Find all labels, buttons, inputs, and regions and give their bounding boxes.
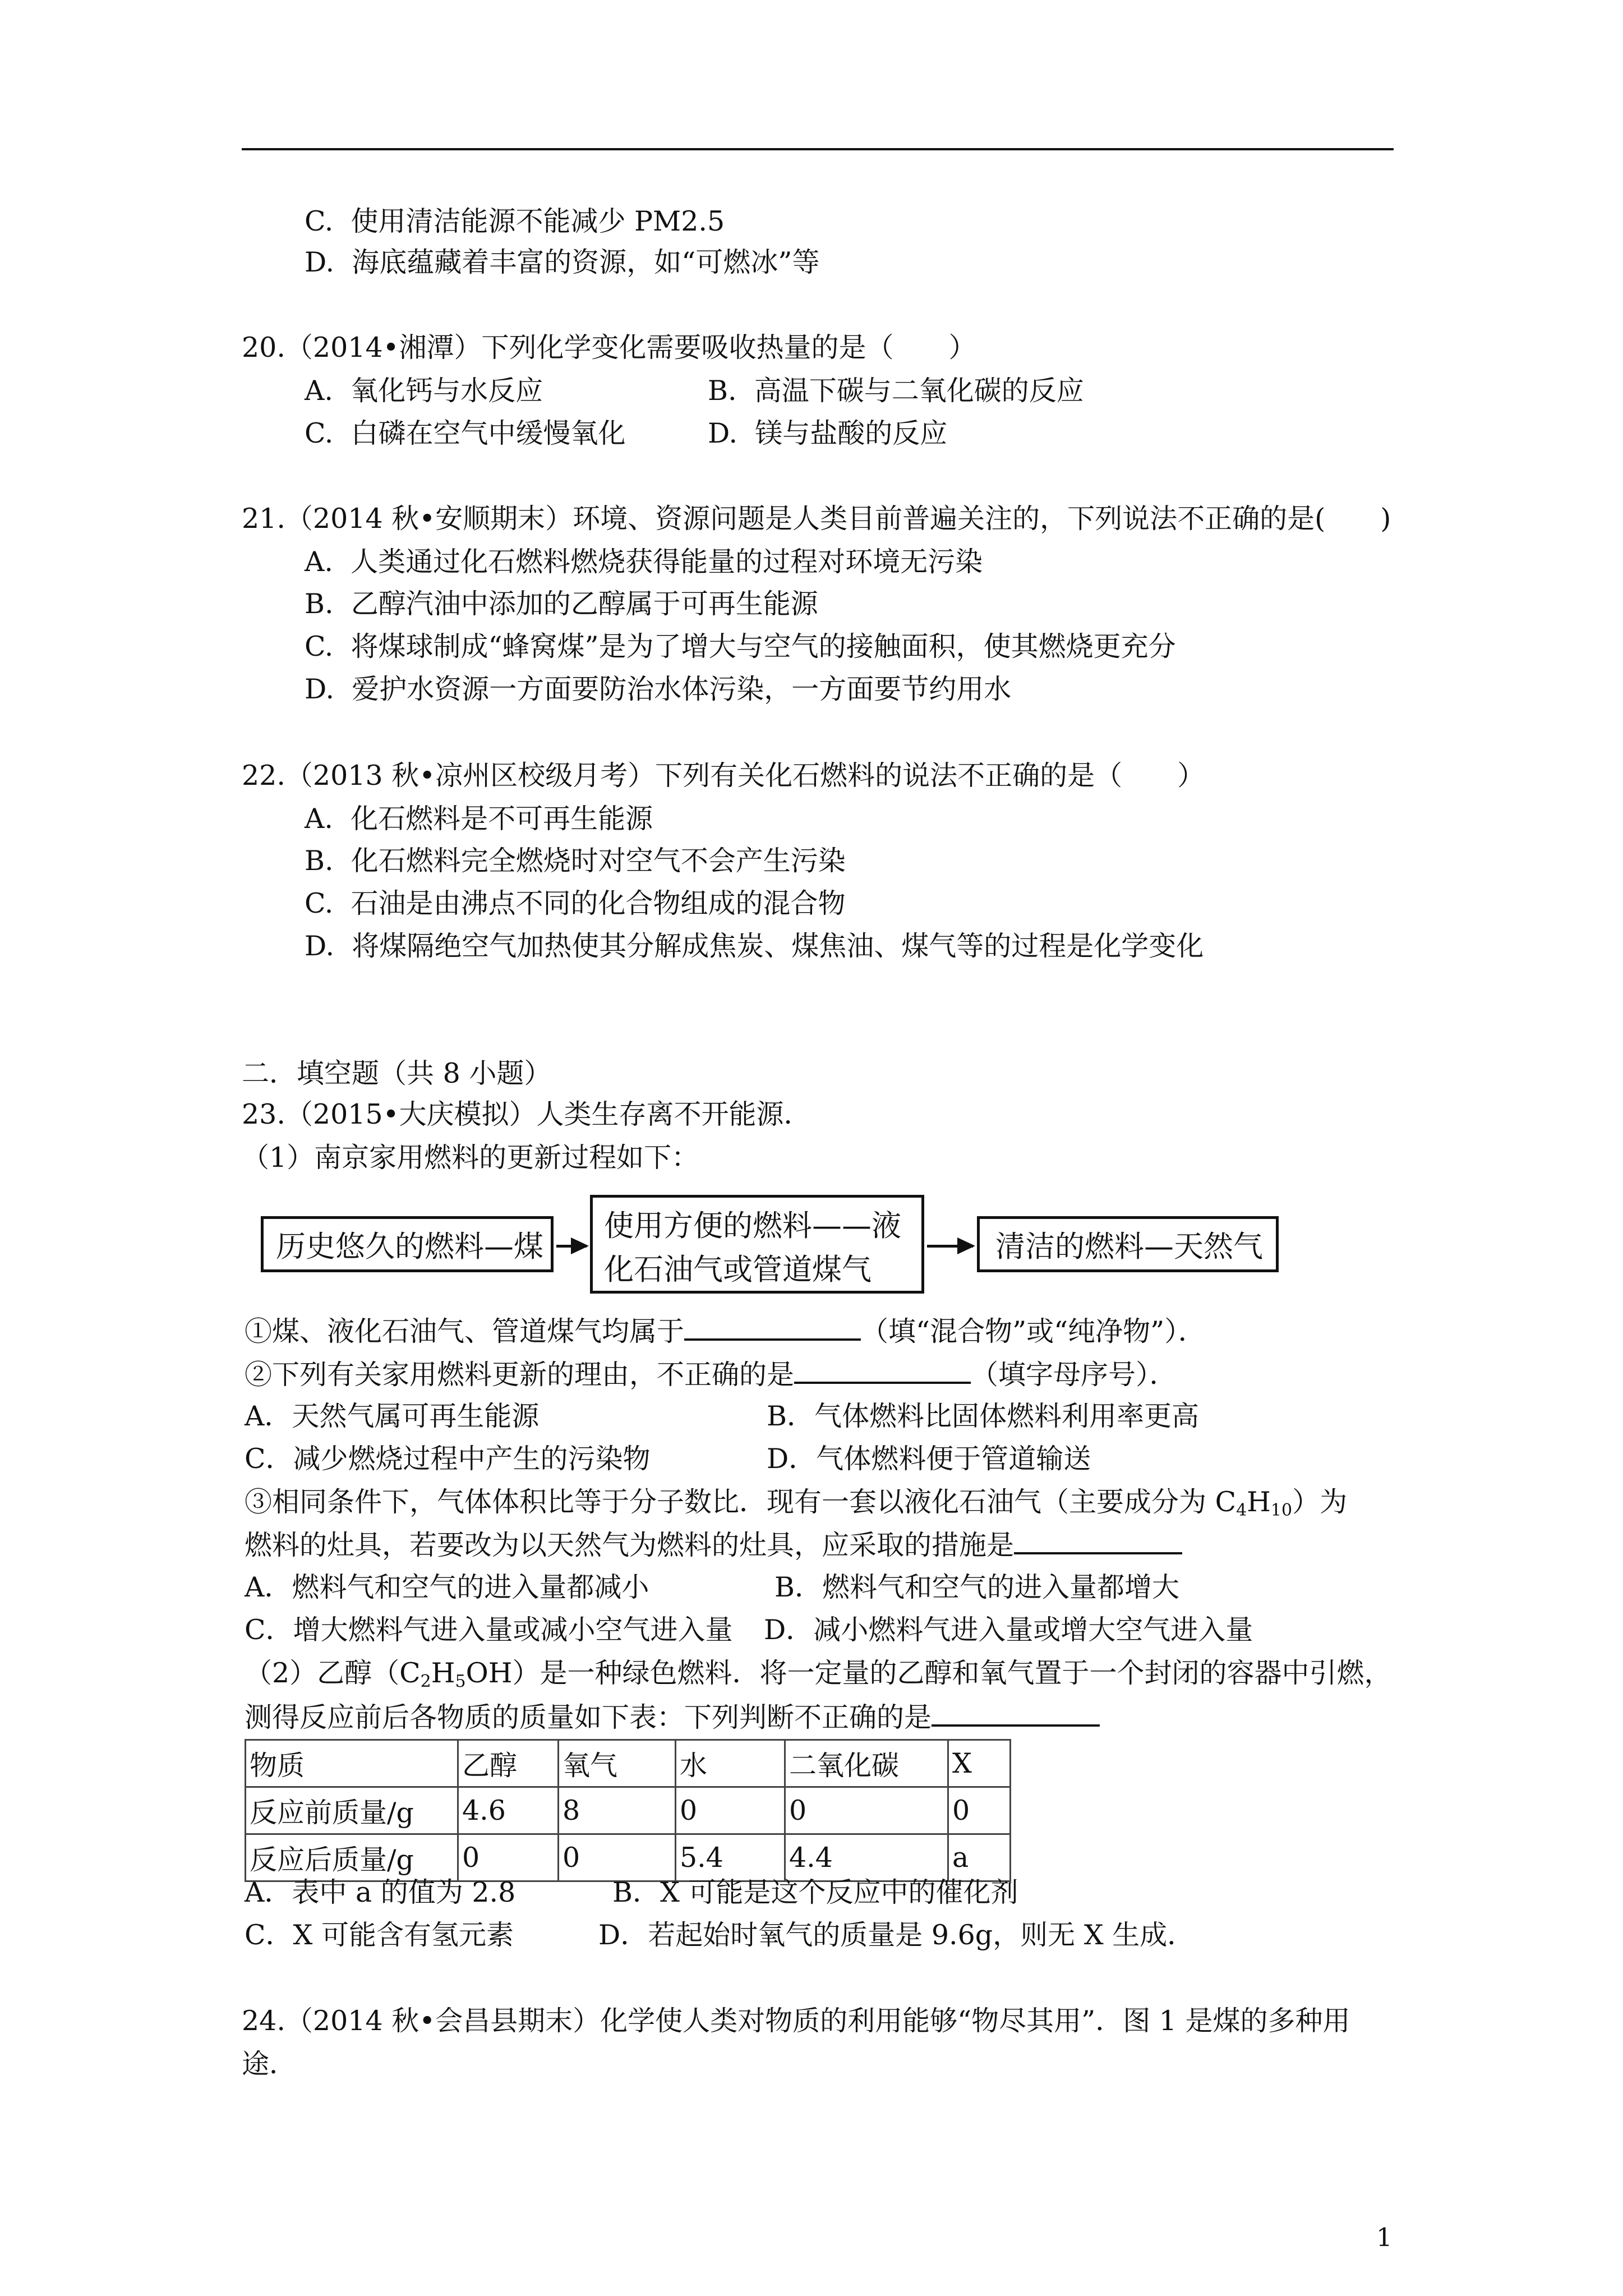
q21-stem: 21.（2014 秋•安顺期末）环境、资源问题是人类目前普遍关注的，下列说法不正确的是( ) bbox=[242, 503, 1391, 535]
q23-s3-option-a: A．燃料气和空气的进入量都减小 bbox=[245, 1571, 649, 1603]
table-cell: 反应前质量/g bbox=[246, 1787, 458, 1834]
q23-p2-option-a: A．表中 a 的值为 2.8 bbox=[245, 1876, 516, 1908]
flow-box-natural-gas bbox=[977, 1216, 1279, 1272]
table-cell: 8 bbox=[559, 1787, 676, 1834]
q22-option-c: C. 石油是由沸点不同的化合物组成的混合物 bbox=[305, 887, 846, 919]
table-cell: 0 bbox=[948, 1787, 1011, 1834]
q22-option-b: B. 化石燃料完全燃烧时对空气不会产生污染 bbox=[305, 845, 846, 877]
q23-p2-text-b: OH）是一种绿色燃料．将一定量的乙醇和氧气置于一个封闭的容器中引燃， bbox=[465, 1657, 1392, 1689]
q23-s2 bbox=[245, 1357, 1177, 1392]
answer-blank-2[interactable] bbox=[794, 1357, 971, 1384]
q23-s3-line2 bbox=[245, 1527, 1182, 1562]
q23-s1 bbox=[245, 1314, 1206, 1349]
q23-p2-option-b: B．X 可能是这个反应中的催化剂 bbox=[612, 1876, 1018, 1908]
table-header-cell: X bbox=[948, 1740, 1011, 1787]
q20-option-a: A. 氧化钙与水反应 bbox=[305, 375, 543, 407]
table-cell: 4.4 bbox=[785, 1834, 948, 1881]
q20-stem: 20.（2014•湘潭）下列化学变化需要吸收热量的是（ ） bbox=[242, 332, 976, 364]
flow-box-lpg-line2: 化石油气或管道煤气 bbox=[604, 1253, 872, 1287]
q23-s3-text-b: ）为 bbox=[1292, 1486, 1348, 1518]
q22-stem: 22.（2013 秋•凉州区校级月考）下列有关化石燃料的说法不正确的是（ ） bbox=[242, 760, 1205, 792]
q20-option-d: D. 镁与盐酸的反应 bbox=[708, 417, 948, 449]
table-header-cell: 水 bbox=[676, 1740, 785, 1787]
q24-line2: 途． bbox=[242, 2048, 297, 2080]
flow-arrow-1 bbox=[556, 1245, 587, 1248]
q23-s3-option-b: B．燃料气和空气的进入量都增大 bbox=[774, 1571, 1180, 1603]
flow-box-coal-label: 历史悠久的燃料—煤 bbox=[276, 1230, 543, 1264]
q22-option-d: D. 将煤隔绝空气加热使其分解成焦炭、煤焦油、煤气等的过程是化学变化 bbox=[305, 930, 1204, 962]
q23-s3-text-a: ③相同条件下，气体体积比等于分子数比．现有一套以液化石油气（主要成分为 C bbox=[245, 1486, 1237, 1518]
q23-stem: 23.（2015•大庆模拟）人类生存离不开能源． bbox=[242, 1098, 811, 1130]
flow-arrow-2 bbox=[927, 1245, 973, 1248]
page-number: 1 bbox=[1376, 2223, 1393, 2252]
table-header-cell: 乙醇 bbox=[458, 1740, 559, 1787]
table-header-row bbox=[246, 1740, 1011, 1787]
q23-p2-sub-1: 2 bbox=[420, 1672, 431, 1691]
table-header-cell: 二氧化碳 bbox=[785, 1740, 948, 1787]
q23-s2-option-b: B．气体燃料比固体燃料利用率更高 bbox=[767, 1400, 1200, 1432]
table-cell: 5.4 bbox=[676, 1834, 785, 1881]
q23-s2-option-c: C．减少燃烧过程中产生的污染物 bbox=[245, 1443, 651, 1475]
q23-p2-text-mid: H bbox=[431, 1657, 455, 1689]
q23-part1: （1）南京家用燃料的更新过程如下： bbox=[242, 1142, 699, 1174]
table-cell: a bbox=[948, 1834, 1011, 1881]
q23-s2-text-a: ②下列有关家用燃料更新的理由，不正确的是 bbox=[245, 1359, 795, 1391]
table-row bbox=[246, 1787, 1011, 1834]
flow-box-coal bbox=[261, 1216, 554, 1272]
q23-s2-option-a: A．天然气属可再生能源 bbox=[245, 1400, 540, 1432]
q23-s3-option-d: D．减小燃料气进入量或增大空气进入量 bbox=[764, 1614, 1253, 1646]
table-cell: 0 bbox=[785, 1787, 948, 1834]
q19-option-c: C. 使用清洁能源不能减少 PM2.5 bbox=[305, 205, 725, 237]
q23-part2-line1 bbox=[245, 1657, 1392, 1690]
q23-s3-sub-2: 10 bbox=[1270, 1501, 1293, 1520]
q23-p2-text-a: （2）乙醇（C bbox=[245, 1657, 421, 1689]
q23-p2-sub-2: 5 bbox=[455, 1672, 466, 1691]
answer-blank-4[interactable] bbox=[932, 1700, 1100, 1727]
table-cell: 0 bbox=[458, 1834, 559, 1881]
answer-blank-3[interactable] bbox=[1014, 1527, 1182, 1554]
q20-option-b: B. 高温下碳与二氧化碳的反应 bbox=[708, 375, 1084, 407]
table-cell: 4.6 bbox=[458, 1787, 559, 1834]
table-header-cell: 物质 bbox=[246, 1740, 458, 1787]
mass-table bbox=[245, 1739, 1011, 1882]
table-header-cell: 氧气 bbox=[559, 1740, 676, 1787]
q21-option-b: B. 乙醇汽油中添加的乙醇属于可再生能源 bbox=[305, 588, 818, 620]
answer-blank-1[interactable] bbox=[684, 1314, 861, 1341]
header-rule bbox=[242, 148, 1394, 150]
q23-s1-text-a: ①煤、液化石油气、管道煤气均属于 bbox=[245, 1315, 685, 1347]
flow-box-lpg-line1: 使用方便的燃料——液 bbox=[604, 1209, 901, 1243]
q20-option-c: C. 白磷在空气中缓慢氧化 bbox=[305, 417, 626, 449]
q23-s2-option-d: D．气体燃料便于管道输送 bbox=[767, 1443, 1091, 1475]
table-row bbox=[246, 1834, 1011, 1881]
q23-s2-text-b: （填字母序号）． bbox=[971, 1359, 1177, 1391]
q23-p2-option-d: D．若起始时氧气的质量是 9.6g，则无 X 生成． bbox=[598, 1919, 1195, 1951]
q21-option-a: A. 人类通过化石燃料燃烧获得能量的过程对环境无污染 bbox=[305, 546, 983, 578]
q23-s3-line2-text: 燃料的灶具，若要改为以天然气为燃料的灶具，应采取的措施是 bbox=[245, 1529, 1015, 1561]
q23-part2-line2-text: 测得反应前后各物质的质量如下表：下列判断不正确的是 bbox=[245, 1701, 932, 1733]
q23-s3-sub-1: 4 bbox=[1236, 1501, 1247, 1520]
q21-option-d: D. 爱护水资源一方面要防治水体污染，一方面要节约用水 bbox=[305, 673, 1012, 705]
q23-s1-text-b: （填“混合物”或“纯净物”）． bbox=[861, 1315, 1206, 1347]
table-cell: 反应后质量/g bbox=[246, 1834, 458, 1881]
q22-option-a: A. 化石燃料是不可再生能源 bbox=[305, 803, 653, 835]
table-cell: 0 bbox=[559, 1834, 676, 1881]
q24-line1: 24.（2014 秋•会昌县期末）化学使人类对物质的利用能够“物尽其用”．图 1 是煤的多种用 bbox=[242, 2005, 1350, 2037]
q23-s3-line1 bbox=[245, 1485, 1347, 1519]
q21-option-c: C. 将煤球制成“蜂窝煤”是为了增大与空气的接触面积，使其燃烧更充分 bbox=[305, 631, 1176, 662]
q23-p2-option-c: C．X 可能含有氢元素 bbox=[245, 1919, 514, 1951]
section-heading: 二．填空题（共 8 小题） bbox=[242, 1057, 552, 1089]
q19-option-d: D. 海底蕴藏着丰富的资源，如“可燃冰”等 bbox=[305, 246, 820, 278]
table-cell: 0 bbox=[676, 1787, 785, 1834]
q23-s3-text-mid: H bbox=[1247, 1486, 1271, 1518]
flow-box-lpg bbox=[590, 1195, 924, 1294]
flow-box-natural-gas-label: 清洁的燃料—天然气 bbox=[995, 1230, 1263, 1264]
q23-part2-line2 bbox=[245, 1700, 1100, 1734]
q23-s3-option-c: C．增大燃料气进入量或减小空气进入量 bbox=[245, 1614, 733, 1646]
